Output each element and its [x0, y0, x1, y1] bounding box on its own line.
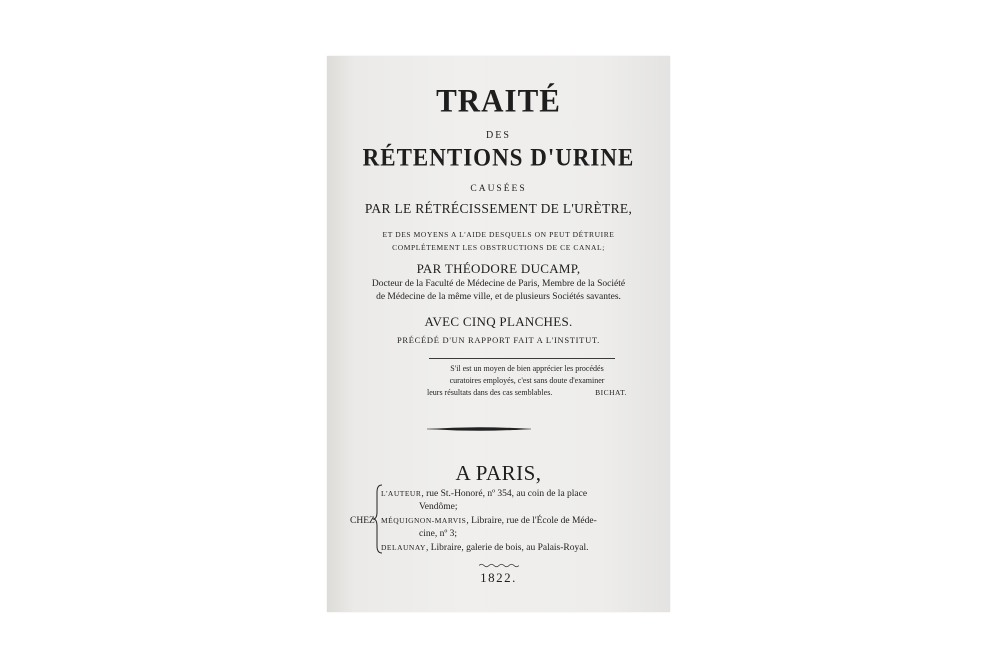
imprint-author-address: , rue St.-Honoré, nº 354, au coin de la place [421, 489, 588, 499]
imprint-publisher-address: , Libraire, rue de l'École de Méde- [466, 516, 597, 526]
preceded-line: PRÉCÉDÉ D'UN RAPPORT FAIT A L'INSTITUT. [396, 335, 600, 345]
epigraph-attribution: BICHAT. [595, 388, 627, 397]
main-title: RÉTENTIONS D'URINE [362, 143, 635, 172]
imprint-line-2: Vendôme; [419, 502, 458, 512]
epigraph-line-3 [427, 388, 627, 397]
wavy-rule-icon [479, 563, 519, 568]
epigraph-line-1: S'il est un moyen de bien apprécier les procédés [450, 364, 604, 373]
epigraph-rule [429, 358, 615, 359]
ornament-rule-icon [427, 425, 531, 433]
imprint-publisher-name: MÉQUIGNON-MARVIS [381, 516, 467, 525]
city: A PARIS, [455, 461, 542, 485]
imprint-line-3 [381, 516, 597, 526]
credentials-line-2: de Médecine de la même ville, et de plusieurs Sociétés savantes. [376, 292, 621, 302]
imprint-line-5 [381, 543, 589, 553]
imprint-bookseller-name: DELAUNAY [381, 543, 426, 552]
imprint-line-4: cine, nº 3; [419, 529, 458, 539]
imprint-bookseller-address: , Libraire, galerie de bois, au Palais-Royal. [425, 543, 589, 553]
imprint-author-name: L'AUTEUR [381, 489, 422, 498]
author-line: PAR THÉODORE DUCAMP, [416, 261, 581, 276]
subtitle: PAR LE RÉTRÉCISSEMENT DE L'URÈTRE, [364, 201, 633, 216]
credentials-line-1: Docteur de la Faculté de Médecine de Paris, Membre de la Société [371, 279, 626, 289]
plates-line: AVEC CINQ PLANCHES. [424, 314, 573, 329]
title-connector: DES [486, 130, 511, 141]
epigraph-line-2: curatoires employés, c'est sans doute d'examiner [449, 376, 605, 385]
title-page [327, 56, 670, 612]
imprint-chez: CHEZ [350, 516, 375, 526]
epigraph-line-3-text: leurs résultats dans des cas semblables. [427, 388, 553, 397]
imprint-line-1 [381, 489, 587, 499]
title-causees: CAUSÉES [470, 184, 527, 194]
book-title: TRAITÉ [436, 82, 561, 119]
means-line-2: COMPLÉTEMENT LES OBSTRUCTIONS DE CE CANAL; [392, 243, 605, 252]
means-line-1: ET DES MOYENS A L'AIDE DESQUELS ON PEUT DÉTRUIRE [382, 230, 615, 239]
publication-year: 1822. [480, 570, 517, 585]
